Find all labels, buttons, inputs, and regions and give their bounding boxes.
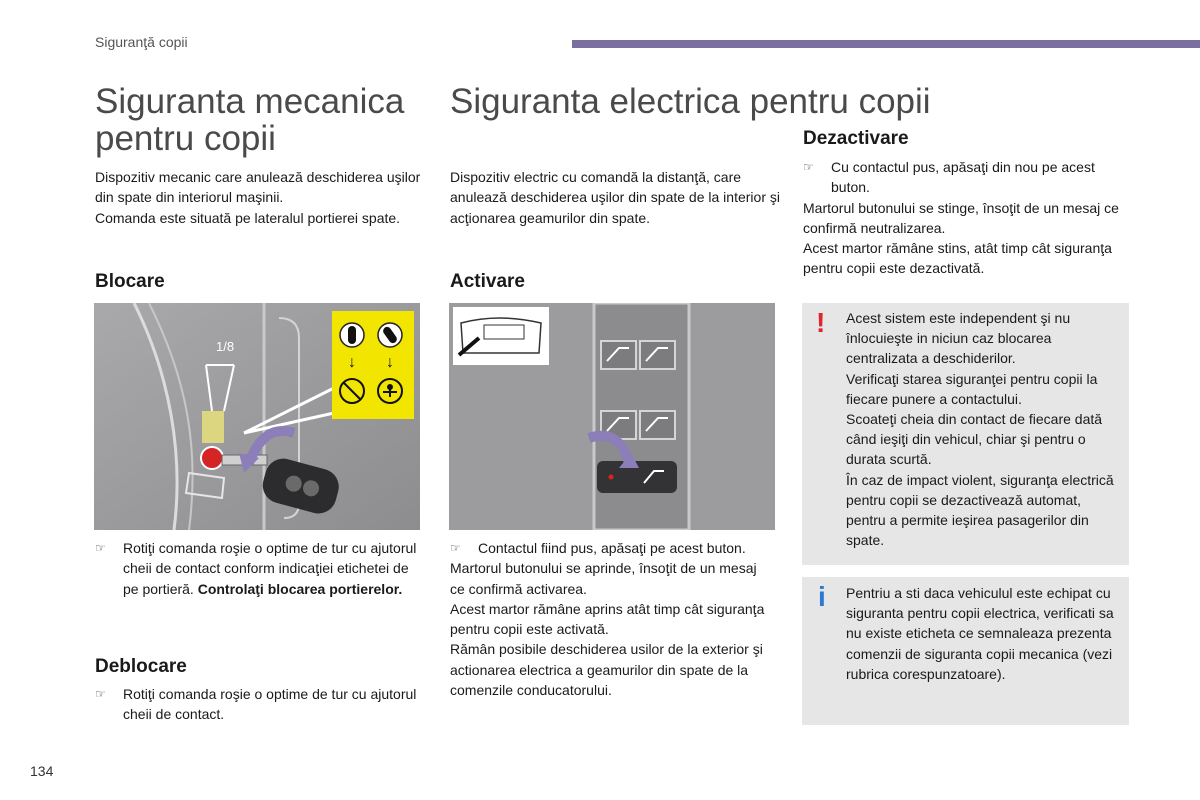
activate-body-line: Acest martor rămâne aprins atât timp cât siguranţa pentru copii este activată. <box>450 600 765 638</box>
electric-title: Siguranta electrica pentru copii <box>450 82 931 121</box>
activate-heading: Activare <box>450 271 525 292</box>
deactivate-body-line: Acest martor rămâne stins, atât timp cât siguranţa pentru copii este dezactivată. <box>803 240 1112 277</box>
activate-body-line: Rămân posibile deschiderea usilor de la exterior şi actionarea electrica a geamurilor din spate de la comenzile conducatorului. <box>450 641 763 699</box>
activate-body-line: Martorul butonului se aprinde, însoţit de un mesaj ce confirmă activarea. <box>450 560 757 597</box>
page-number: 134 <box>30 763 54 779</box>
activate-bullet <box>450 538 775 558</box>
mechanical-lock-illustration <box>94 303 420 530</box>
deactivate-bullet-text: Cu contactul pus, apăsaţi din nou pe acest buton. <box>831 159 1095 196</box>
lock-bullet <box>95 538 420 599</box>
section-title: Siguranţă copii <box>95 34 188 50</box>
lock-bullet-text: Rotiţi comanda roşie o optime de tur cu ajutorul cheii de contact conform indicaţiei etichetei de pe portieră. <box>123 540 417 597</box>
warning-line: Scoateţi cheia din contact de fiecare dată când ieşiţi din vehicul, chiar şi pentru o durata scurtă. <box>846 411 1103 468</box>
unlock-bullet-text: Rotiţi comanda roşie o optime de tur cu ajutorul cheii de contact. <box>123 686 417 723</box>
electric-lock-figure <box>449 303 775 530</box>
svg-text:↓: ↓ <box>348 354 356 371</box>
deactivate-heading: Dezactivare <box>803 128 909 149</box>
activate-instructions <box>450 538 775 700</box>
fraction-label: 1/8 <box>216 339 235 354</box>
lock-heading: Blocare <box>95 271 165 292</box>
warning-line: Verificaţi starea siguranţei pentru copii la fiecare punere a contactului. <box>846 370 1098 407</box>
deactivate-bullet <box>803 157 1133 198</box>
pointing-hand-icon: ☞ <box>803 160 814 174</box>
deactivate-instructions <box>803 157 1133 279</box>
header-accent-bar <box>572 40 1200 48</box>
mechanical-intro-line: Dispozitiv mecanic care anulează deschiderea uşilor din spate din interiorul maşinii. <box>95 169 421 206</box>
warning-text <box>846 308 1119 550</box>
unlock-heading: Deblocare <box>95 656 187 677</box>
activate-bullet-text: Contactul fiind pus, apăsaţi pe acest buton. <box>478 540 746 556</box>
info-box <box>802 577 1129 725</box>
unlock-bullet <box>95 684 420 725</box>
warning-line: Acest sistem este independent şi nu înlocuieşte in niciun caz blocarea centralizata a deschiderilor. <box>846 310 1071 367</box>
pointing-hand-icon: ☞ <box>95 541 106 555</box>
electric-intro: Dispozitiv electric cu comandă la distanţă, care anulează deschiderea uşilor din spate de la interior şi acţionarea geamurilor din spate. <box>450 169 780 226</box>
unlock-instructions <box>95 684 420 725</box>
lock-instructions <box>95 538 420 599</box>
warning-line: În caz de impact violent, siguranţa electrică pentru copii se dezactivează automat, pentru a permite ieşirea pasagerilor din spate. <box>846 471 1114 549</box>
warning-icon: ! <box>816 307 826 338</box>
window-switch-illustration <box>449 303 775 530</box>
info-icon: i <box>818 581 826 612</box>
mechanical-intro-line: Comanda este situată pe lateralul portierei spate. <box>95 209 401 226</box>
pointing-hand-icon: ☞ <box>450 541 461 555</box>
lock-bullet-bold: Controlaţi blocarea portierelor. <box>197 580 403 597</box>
pointing-hand-icon: ☞ <box>95 687 106 701</box>
mechanical-lock-figure <box>94 303 420 530</box>
deactivate-body-line: Martorul butonului se stinge, însoţit de un mesaj ce confirmă neutralizarea. <box>803 199 1119 236</box>
info-text: Pentriu a sti daca vehiculul este echipat cu siguranta pentru copii electrica, verificati sa nu existe eticheta ce semnaleaza prezenta comenzii de siguranta copii mecanica (vezi rubrica corespunzatoare). <box>846 585 1114 682</box>
svg-text:↓: ↓ <box>386 354 394 371</box>
mechanical-title: Siguranta mecanica pentru copii <box>95 82 405 158</box>
warning-box <box>802 303 1129 565</box>
mechanical-intro <box>95 167 425 228</box>
